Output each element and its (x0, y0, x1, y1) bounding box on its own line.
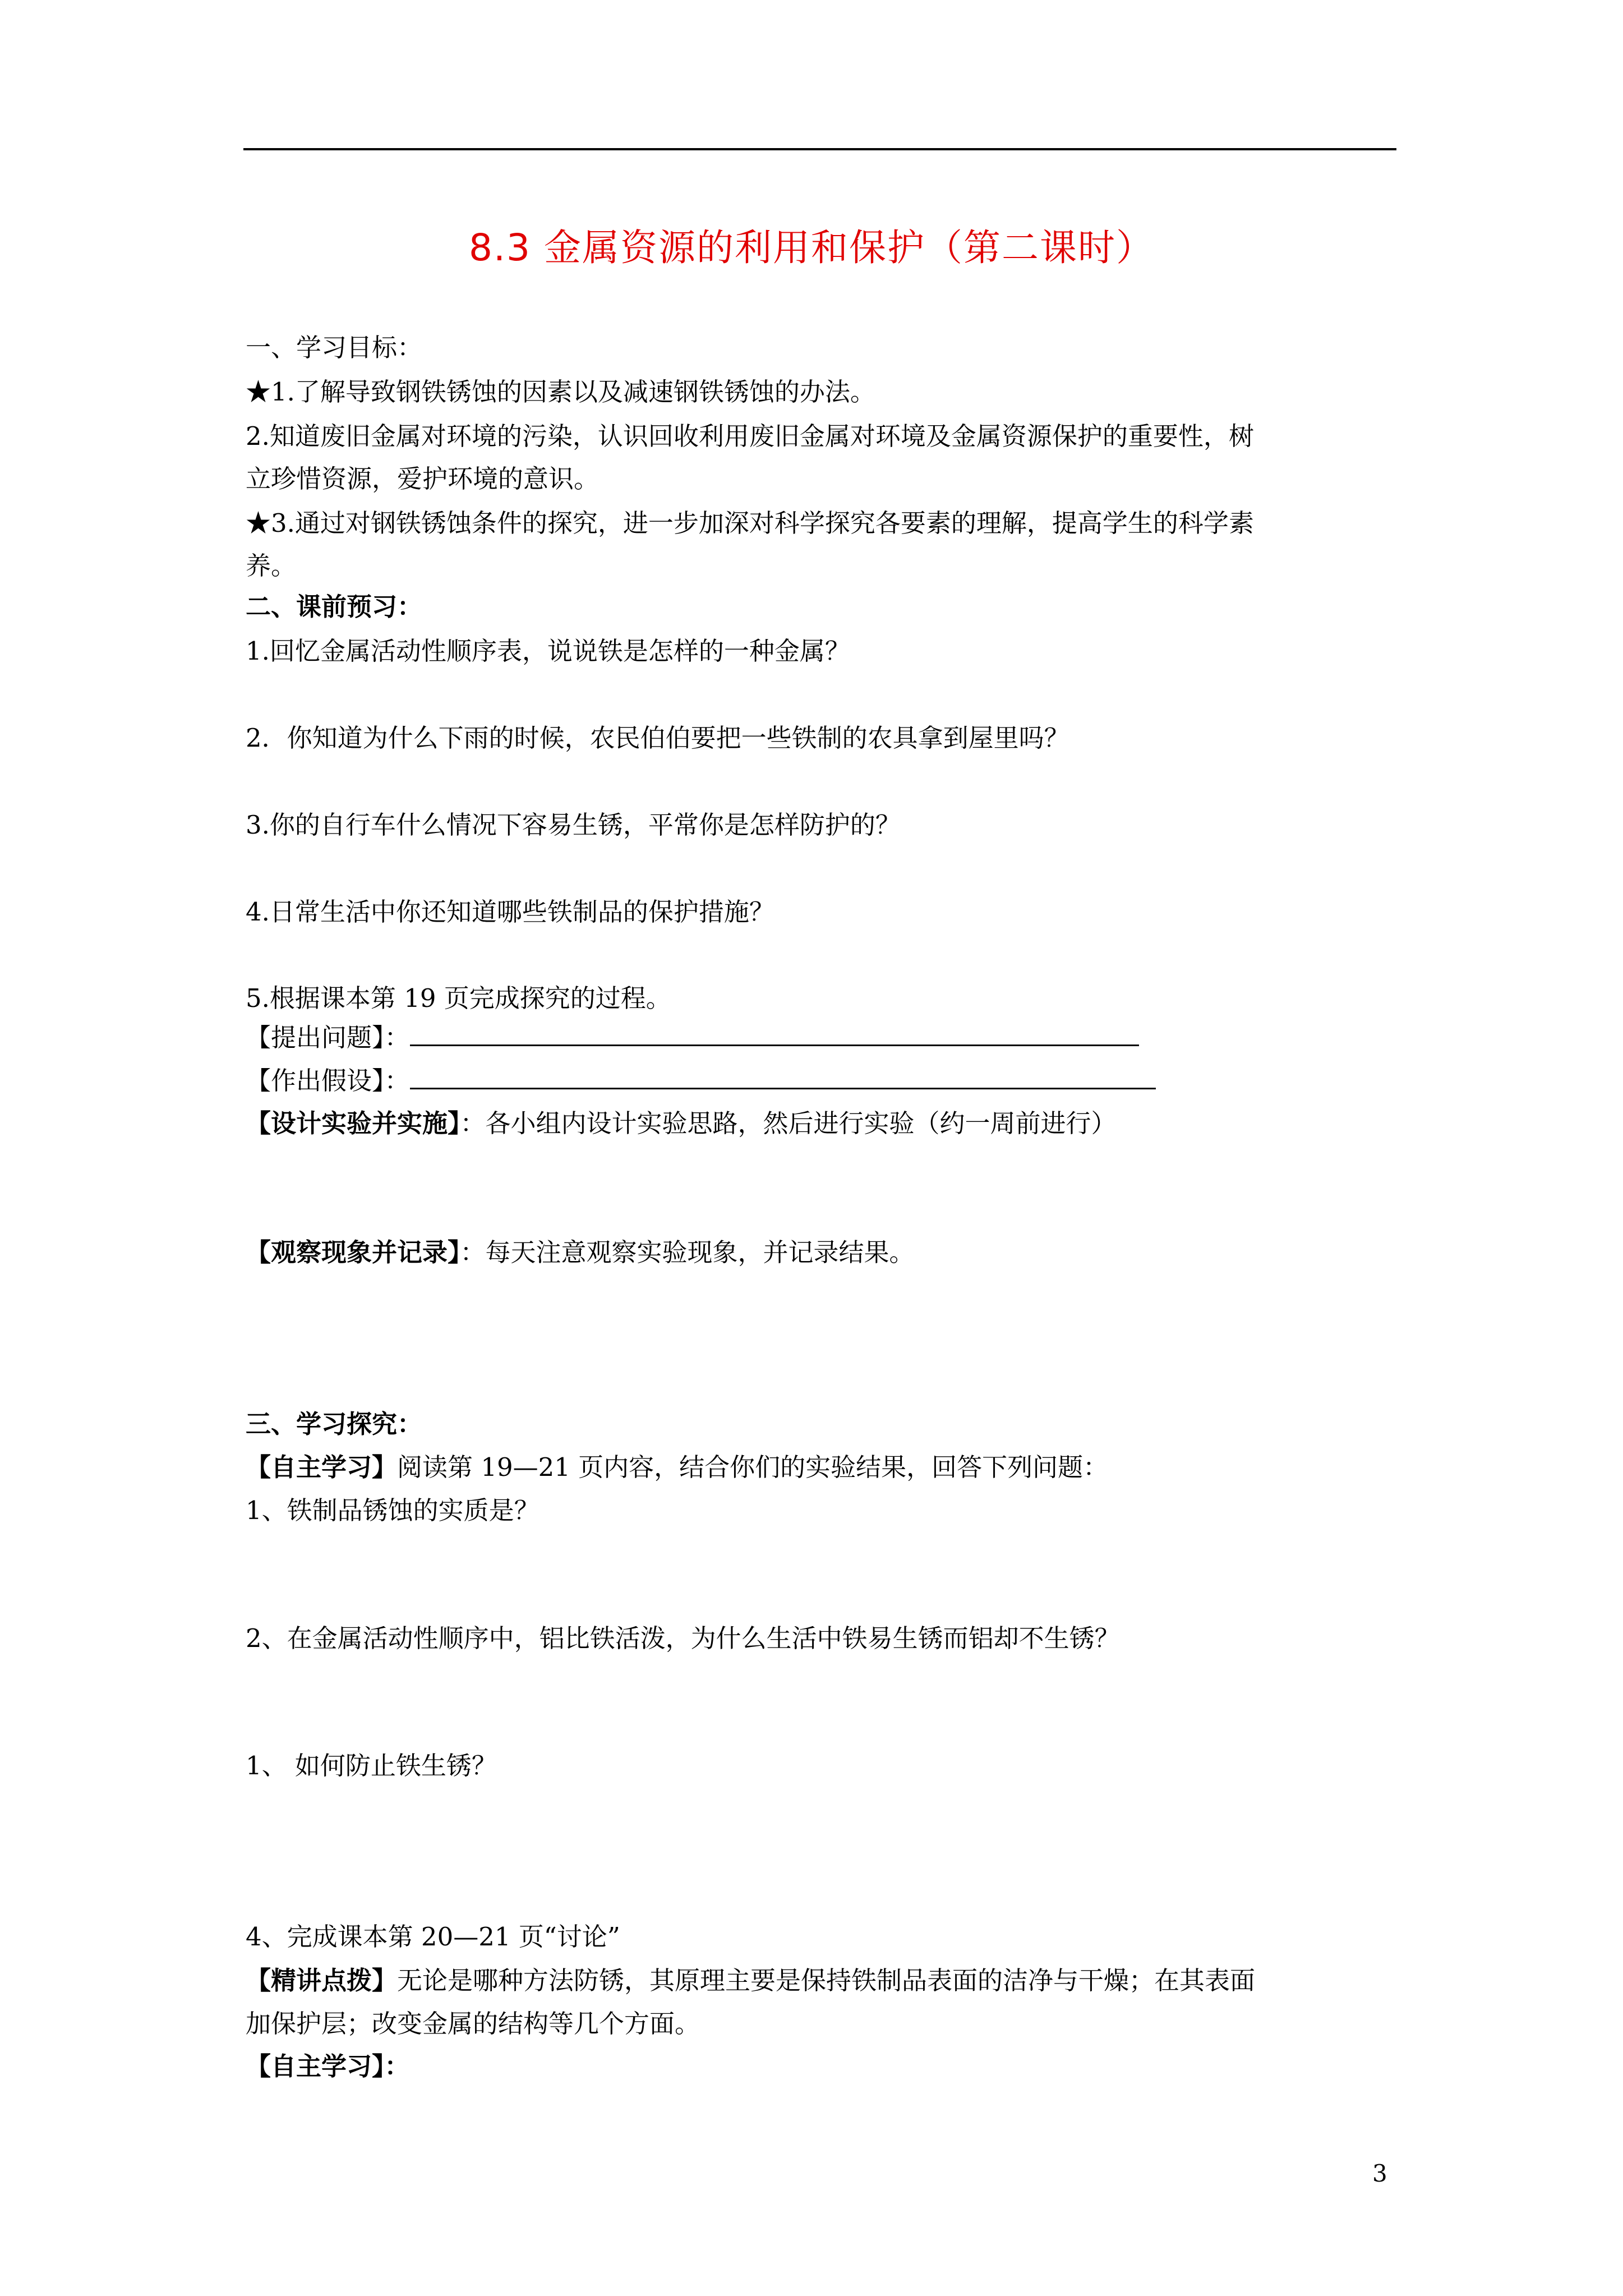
hypothesis-label: 【作出假设】： (246, 1066, 410, 1096)
page-title: 8.3 金属资源的利用和保护（第二课时） (469, 226, 1154, 269)
self-study-row (246, 1451, 1108, 1484)
preview-question-3: 3.你的自行车什么情况下容易生锈，平常你是怎样防护的？ (246, 810, 901, 840)
key-points-label: 【精讲点拨】 (246, 1966, 398, 1995)
inquiry-question-4: 4、完成课本第 20—21 页“讨论” (246, 1922, 620, 1952)
preview-question-4: 4.日常生活中你还知道哪些铁制品的保护措施？ (246, 897, 774, 927)
self-study-text: 阅读第 19—21 页内容，结合你们的实验结果，回答下列问题： (397, 1452, 1109, 1482)
objective-1: ★1.了解导致钢铁锈蚀的因素以及减速钢铁锈蚀的办法。 (246, 377, 875, 407)
ask-question-row (246, 1021, 1139, 1055)
design-row (246, 1107, 1117, 1140)
self-study-label: 【自主学习】 (246, 1452, 398, 1482)
key-points-row (246, 1964, 1255, 1998)
key-points-text-1: 无论是哪种方法防锈，其原理主要是保持铁制品表面的洁净与干燥；在其表面 (397, 1966, 1256, 1995)
design-label: 【设计实验并实施】 (246, 1108, 460, 1138)
ask-question-label: 【提出问题】： (246, 1023, 410, 1052)
objective-2-line-1: 2.知道废旧金属对环境的污染，认识回收利用废旧金属对环境及金属资源保护的重要性，树 (246, 421, 1254, 451)
preview-question-2: 2．你知道为什么下雨的时候，农民伯伯要把一些铁制的农具拿到屋里吗？ (246, 723, 1069, 753)
inquiry-question-1: 1、铁制品锈蚀的实质是？ (246, 1496, 540, 1525)
observe-label: 【观察现象并记录】 (246, 1237, 460, 1267)
objective-3-line-2: 养。 (246, 551, 297, 581)
inquiry-question-2: 2、在金属活动性顺序中，铝比铁活泼，为什么生活中铁易生锈而铝却不生锈？ (246, 1623, 1120, 1653)
hypothesis-row (246, 1064, 1156, 1098)
preview-heading: 二、课前预习： (246, 592, 423, 622)
key-points-text-2: 加保护层；改变金属的结构等几个方面。 (246, 2009, 700, 2039)
observe-row (246, 1236, 915, 1269)
preview-question-5: 5.根据课本第 19 页完成探究的过程。 (246, 983, 671, 1013)
self-study-2-label: 【自主学习】： (246, 2051, 410, 2081)
design-text: ：各小组内设计实验思路，然后进行实验（约一周前进行） (460, 1108, 1117, 1138)
objective-2-line-2: 立珍惜资源，爱护环境的意识。 (246, 464, 600, 494)
page-number: 3 (1372, 2160, 1387, 2187)
inquiry-question-3: 1、 如何防止铁生锈？ (246, 1751, 497, 1780)
inquiry-heading: 三、学习探究： (246, 1409, 423, 1439)
objectives-heading: 一、学习目标： (246, 333, 423, 362)
preview-question-1: 1.回忆金属活动性顺序表，说说铁是怎样的一种金属？ (246, 636, 850, 666)
header-rule (243, 148, 1396, 150)
objective-3-line-1: ★3.通过对钢铁锈蚀条件的探究，进一步加深对科学探究各要素的理解，提高学生的科学素 (246, 508, 1254, 538)
observe-text: ：每天注意观察实验现象，并记录结果。 (460, 1237, 915, 1267)
hypothesis-blank[interactable] (410, 1065, 1156, 1089)
ask-question-blank[interactable] (410, 1022, 1139, 1046)
